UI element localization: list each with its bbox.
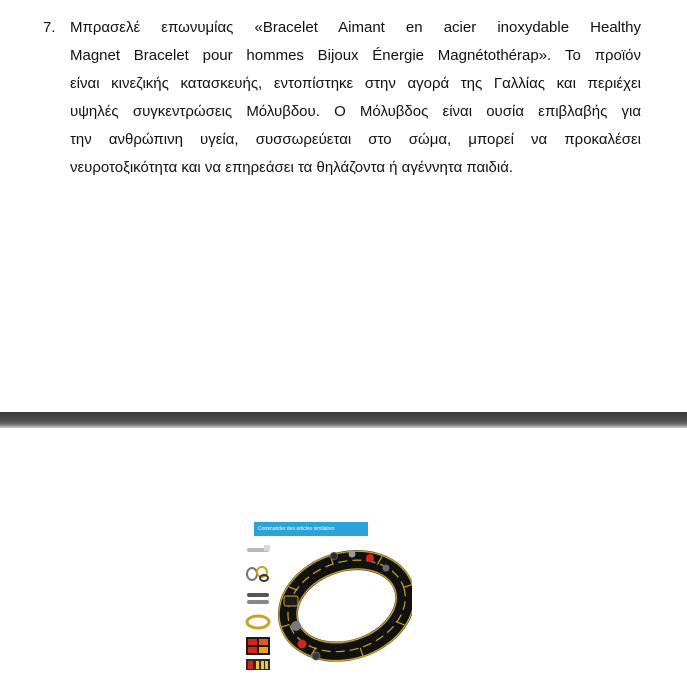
text-line: υψηλές συγκεντρώσεις Μόλυβδου. Ο Μόλυβδος είναι ουσία επιβλαβής για xyxy=(70,103,641,120)
list-item-number: 7. xyxy=(43,19,56,36)
product-image xyxy=(244,522,412,670)
text-line: Μπρασελέ επωνυμίας «Bracelet Aimant en acier inoxydable Healthy xyxy=(70,19,641,36)
text-line: την ανθρώπινη υγεία, συσσωρεύεται στο σώμα, μπορεί να προκαλέσει xyxy=(70,131,641,148)
bracelet-thumb-4 xyxy=(244,612,272,632)
text-line: νευροτοξικότητα και να επηρεάσει τα θηλάζοντα ή αγέννητα παιδιά. xyxy=(70,159,514,176)
list-item-text xyxy=(70,14,641,182)
text-line: Magnet Bracelet pour hommes Bijoux Énergie Magnétothérap». Το προϊόν xyxy=(70,47,641,64)
text-line: είναι κινεζικής κατασκευής, εντοπίστηκε στην αγορά της Γαλλίας και περιέχει xyxy=(70,75,641,92)
bracelet-thumb-5 xyxy=(244,636,272,656)
similar-items-header: Commander des articles similaires xyxy=(254,522,368,536)
magnetic-bracelet-image xyxy=(276,534,412,670)
page-separator xyxy=(0,412,687,428)
bracelet-thumb-3 xyxy=(244,588,272,608)
bracelet-thumb-1 xyxy=(244,540,272,560)
bracelet-thumb-2 xyxy=(244,564,272,584)
thumbnail-column xyxy=(244,538,272,670)
bracelet-thumb-6 xyxy=(244,659,272,670)
